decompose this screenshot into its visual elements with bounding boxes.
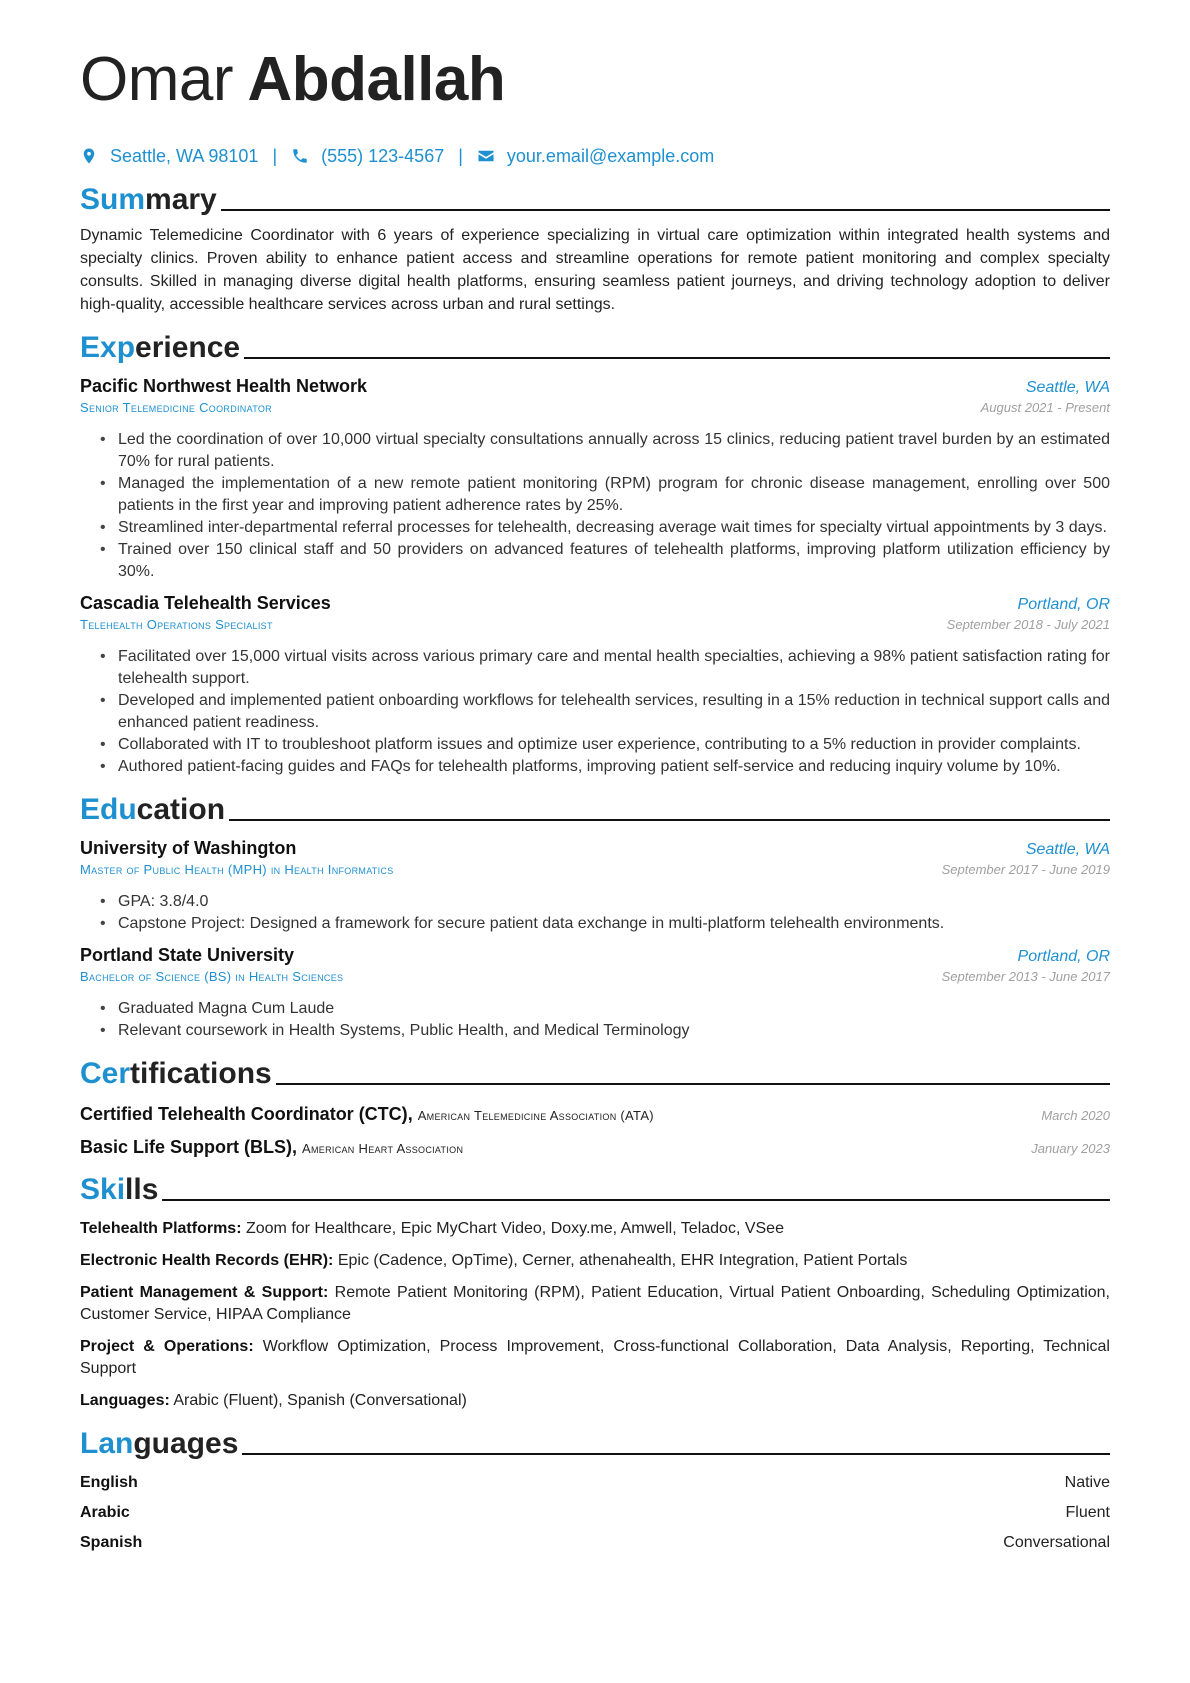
job-title: Telehealth Operations Specialist bbox=[80, 617, 273, 632]
language-name: Arabic bbox=[80, 1504, 130, 1521]
heading-rule bbox=[229, 819, 1110, 821]
skill-values: Epic (Cadence, OpTime), Cerner, athenahealth, EHR Integration, Patient Portals bbox=[337, 1252, 908, 1269]
heading-accent: Lan bbox=[80, 1427, 134, 1460]
language-row bbox=[80, 1534, 1110, 1552]
job-title: Senior Telemedicine Coordinator bbox=[80, 400, 272, 415]
skill-row bbox=[80, 1250, 1110, 1272]
location-text: Seattle, WA 98101 bbox=[110, 145, 259, 166]
last-name: Abdallah bbox=[247, 45, 506, 114]
language-row bbox=[80, 1504, 1110, 1522]
education-details bbox=[80, 891, 1110, 935]
degree-title: Master of Public Health (MPH) in Health Informatics bbox=[80, 862, 394, 877]
contact-separator: | bbox=[458, 145, 463, 166]
education-detail-item: • GPA: 3.8/4.0 bbox=[118, 891, 1110, 913]
heading-accent: Exp bbox=[80, 331, 136, 364]
skill-values: Remote Patient Monitoring (RPM), Patient Education, Virtual Patient Onboarding, Scheduling Optimization, Customer Service, HIPAA Compliance bbox=[80, 1284, 1110, 1323]
heading-rest: lls bbox=[125, 1173, 159, 1206]
heading-rest: erience bbox=[135, 331, 241, 364]
section-heading-experience bbox=[80, 326, 1110, 366]
certification-issuer: American Telemedicine Association (ATA) bbox=[417, 1108, 654, 1123]
job-dates: September 2018 - July 2021 bbox=[946, 617, 1110, 632]
heading-accent: Cer bbox=[80, 1057, 131, 1090]
envelope-icon bbox=[477, 147, 495, 165]
education-detail-item: • Graduated Magna Cum Laude bbox=[118, 998, 1110, 1020]
contact-separator: | bbox=[272, 145, 278, 166]
school-name: Portland State University bbox=[80, 945, 295, 965]
phone-icon bbox=[291, 147, 309, 165]
education-detail-item: • Relevant coursework in Health Systems, Public Health, and Medical Terminology bbox=[118, 1020, 1110, 1042]
skill-row bbox=[80, 1218, 1110, 1240]
candidate-name bbox=[80, 40, 1110, 120]
skill-values: Workflow Optimization, Process Improvement, Cross-functional Collaboration, Data Analysis, Reporting, Technical Support bbox=[80, 1338, 1110, 1377]
skill-category: Languages: bbox=[80, 1392, 170, 1409]
heading-rest: mary bbox=[145, 183, 217, 216]
skill-row bbox=[80, 1336, 1110, 1380]
job-location: Seattle, WA bbox=[1025, 379, 1110, 396]
heading-accent: Edu bbox=[80, 793, 137, 826]
contact-location bbox=[80, 146, 258, 167]
job-dates: August 2021 - Present bbox=[980, 400, 1110, 415]
email-link[interactable]: your.email@example.com bbox=[506, 145, 715, 166]
language-level: Fluent bbox=[1065, 1504, 1110, 1521]
certification-date: March 2020 bbox=[1041, 1108, 1110, 1123]
skill-category: Electronic Health Records (EHR): bbox=[80, 1252, 334, 1269]
certification-item: Basic Life Support (BLS), American Heart Association January 2023 bbox=[80, 1137, 1110, 1157]
skill-row bbox=[80, 1390, 1110, 1412]
skill-category: Telehealth Platforms: bbox=[80, 1220, 242, 1237]
achievement-item: • Led the coordination of over 10,000 virtual specialty consultations annually across 15 clinics, reducing patient travel burden by an estimated 70% for rural patients. bbox=[118, 429, 1110, 473]
heading-rest: guages bbox=[133, 1427, 239, 1460]
education-dates: September 2017 - June 2019 bbox=[941, 862, 1110, 877]
skill-category: Patient Management & Support: bbox=[80, 1284, 329, 1301]
job-location: Portland, OR bbox=[1017, 596, 1110, 613]
certification-issuer: American Heart Association bbox=[302, 1141, 464, 1156]
language-row bbox=[80, 1474, 1110, 1492]
achievement-item: • Authored patient-facing guides and FAQs for telehealth platforms, improving patient self-service and reducing inquiry volume by 10%. bbox=[118, 756, 1110, 778]
education-details bbox=[80, 998, 1110, 1042]
section-heading-education bbox=[80, 788, 1110, 828]
skill-category: Project & Operations: bbox=[80, 1338, 254, 1355]
achievement-item: • Trained over 150 clinical staff and 50 providers on advanced features of telehealth platforms, improving platform utilization efficiency by 30%. bbox=[118, 539, 1110, 583]
certification-item: Certified Telehealth Coordinator (CTC), American Telemedicine Association (ATA) March 2020 bbox=[80, 1104, 1110, 1124]
education-entry bbox=[80, 838, 1110, 935]
achievement-item: • Managed the implementation of a new remote patient monitoring (RPM) program for chronic disease management, enrolling over 500 patients in the first year and improving patient adherence rates by 25%. bbox=[118, 473, 1110, 517]
school-name: University of Washington bbox=[80, 838, 297, 858]
phone-text: (555) 123-4567 bbox=[321, 145, 445, 166]
education-dates: September 2013 - June 2017 bbox=[941, 969, 1110, 984]
skill-row bbox=[80, 1282, 1110, 1326]
achievement-list bbox=[80, 429, 1110, 583]
section-heading-skills bbox=[80, 1168, 1110, 1208]
achievement-list bbox=[80, 646, 1110, 778]
certification-title: Certified Telehealth Coordinator (CTC) bbox=[80, 1104, 408, 1124]
heading-rule bbox=[242, 1453, 1110, 1455]
achievement-item: • Streamlined inter-departmental referral processes for telehealth, decreasing average wait times for specialty virtual appointments by 3 days. bbox=[118, 517, 1110, 539]
heading-rule bbox=[162, 1199, 1110, 1201]
section-heading-certifications bbox=[80, 1052, 1110, 1092]
experience-entry bbox=[80, 376, 1110, 583]
language-name: Spanish bbox=[80, 1534, 143, 1551]
heading-rest: tifications bbox=[130, 1057, 272, 1090]
contact-email[interactable] bbox=[477, 146, 714, 167]
heading-rest: cation bbox=[136, 793, 226, 826]
heading-rule bbox=[221, 209, 1110, 211]
heading-rule bbox=[276, 1083, 1110, 1085]
education-entry bbox=[80, 945, 1110, 1042]
contact-phone[interactable] bbox=[291, 146, 444, 167]
heading-accent: Ski bbox=[80, 1173, 126, 1206]
certification-date: January 2023 bbox=[1031, 1141, 1110, 1156]
skill-values: Arabic (Fluent), Spanish (Conversational) bbox=[173, 1392, 467, 1409]
certification-title: Basic Life Support (BLS) bbox=[80, 1137, 293, 1157]
language-name: English bbox=[80, 1474, 138, 1491]
first-name: Omar bbox=[80, 45, 233, 114]
achievement-item: • Collaborated with IT to troubleshoot platform issues and optimize user experience, contributing to a 5% reduction in provider complaints. bbox=[118, 734, 1110, 756]
map-marker-icon bbox=[80, 147, 98, 165]
skill-values: Zoom for Healthcare, Epic MyChart Video, Doxy.me, Amwell, Teladoc, VSee bbox=[245, 1220, 784, 1237]
language-level: Conversational bbox=[1003, 1534, 1110, 1551]
contact-bar bbox=[80, 144, 1110, 168]
school-location: Portland, OR bbox=[1017, 948, 1110, 965]
summary-text: Dynamic Telemedicine Coordinator with 6 years of experience specializing in virtual care optimization within integrated health systems and specialty clinics. Proven ability to enhance patient access and streamline operations for remote patient monitoring and complex specialty consults. Skilled in managing diverse digital health platforms, ensuring seamless patient journeys, and driving technology adoption to deliver high-quality, accessible healthcare services across urban and rural settings. bbox=[80, 227, 1110, 313]
school-location: Seattle, WA bbox=[1025, 841, 1110, 858]
degree-title: Bachelor of Science (BS) in Health Sciences bbox=[80, 969, 344, 984]
section-heading-summary bbox=[80, 178, 1110, 218]
achievement-item: • Developed and implemented patient onboarding workflows for telehealth services, resulting in a 15% reduction in technical support calls and enhanced patient readiness. bbox=[118, 690, 1110, 734]
employer-name: Pacific Northwest Health Network bbox=[80, 376, 368, 396]
language-level: Native bbox=[1064, 1474, 1110, 1491]
employer-name: Cascadia Telehealth Services bbox=[80, 593, 331, 613]
experience-entry bbox=[80, 593, 1110, 778]
heading-rule bbox=[244, 357, 1110, 359]
education-detail-item: • Capstone Project: Designed a framework for secure patient data exchange in multi-platform telehealth environments. bbox=[118, 913, 1110, 935]
section-heading-languages bbox=[80, 1422, 1110, 1462]
heading-accent: Sum bbox=[80, 183, 146, 216]
achievement-item: • Facilitated over 15,000 virtual visits across various primary care and mental health specialties, achieving a 98% patient satisfaction rating for telehealth support. bbox=[118, 646, 1110, 690]
